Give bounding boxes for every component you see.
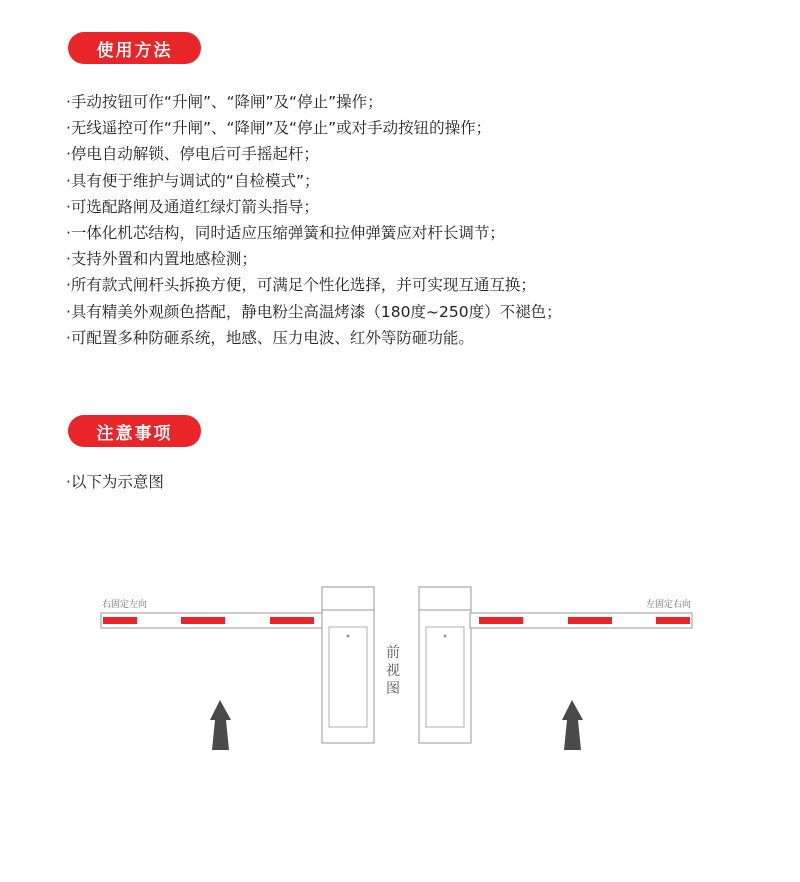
front-view-label-3: 图	[386, 681, 400, 697]
list-item: ·所有款式闸杆头拆换方便，可满足个性化选择，并可实现互通互换；	[66, 276, 536, 295]
list-item: ·无线遥控可作“升闸”、“降闸”及“停止”或对手动按钮的操作；	[66, 119, 492, 138]
list-item: ·手动按钮可作“升闸”、“降闸”及“停止”操作；	[66, 93, 383, 111]
left-arm-stripe	[270, 617, 314, 624]
left-arm-stripe	[181, 617, 225, 624]
left-barrier-gate	[101, 587, 374, 750]
front-view-label-2: 视	[386, 663, 400, 679]
list-item: ·停电自动解锁、停电后可手摇起杆；	[66, 145, 319, 164]
list-item: ·支持外置和内置地感检测；	[66, 250, 257, 269]
notes-list	[66, 469, 164, 495]
barrier-gate-diagram	[0, 580, 800, 760]
left-arm-stripe	[103, 617, 137, 624]
right-barrier-gate	[419, 587, 692, 750]
right-arm-stripe	[568, 617, 612, 624]
usage-section-title: 使用方法	[68, 32, 201, 64]
left-direction-label: 右固定左向	[102, 600, 148, 610]
list-item: ·以下为示意图	[66, 473, 164, 491]
list-item: ·具有精美外观颜色搭配，静电粉尘高温烤漆（180度~250度）不褪色；	[66, 302, 562, 321]
list-item: ·可配置多种防砸系统，地感、压力电波、红外等防砸功能。	[66, 328, 474, 347]
right-arm-stripe	[479, 617, 523, 624]
notes-section-title: 注意事项	[68, 415, 201, 447]
list-item: ·可选配路闸及通道红绿灯箭头指导；	[66, 197, 319, 216]
left-up-arrow-icon	[210, 700, 231, 750]
list-item: ·具有便于维护与调试的“自检模式”；	[66, 171, 320, 190]
usage-feature-list	[66, 89, 562, 351]
right-direction-label: 左固定右向	[645, 600, 691, 610]
right-cabinet-lock	[444, 635, 447, 638]
front-view-label-1: 前	[386, 645, 400, 661]
right-up-arrow-icon	[562, 700, 583, 750]
left-cabinet-lock	[347, 635, 350, 638]
list-item: ·一体化机芯结构，同时适应压缩弹簧和拉伸弹簧应对杆长调节；	[66, 224, 505, 243]
right-arm-stripe	[656, 617, 690, 624]
